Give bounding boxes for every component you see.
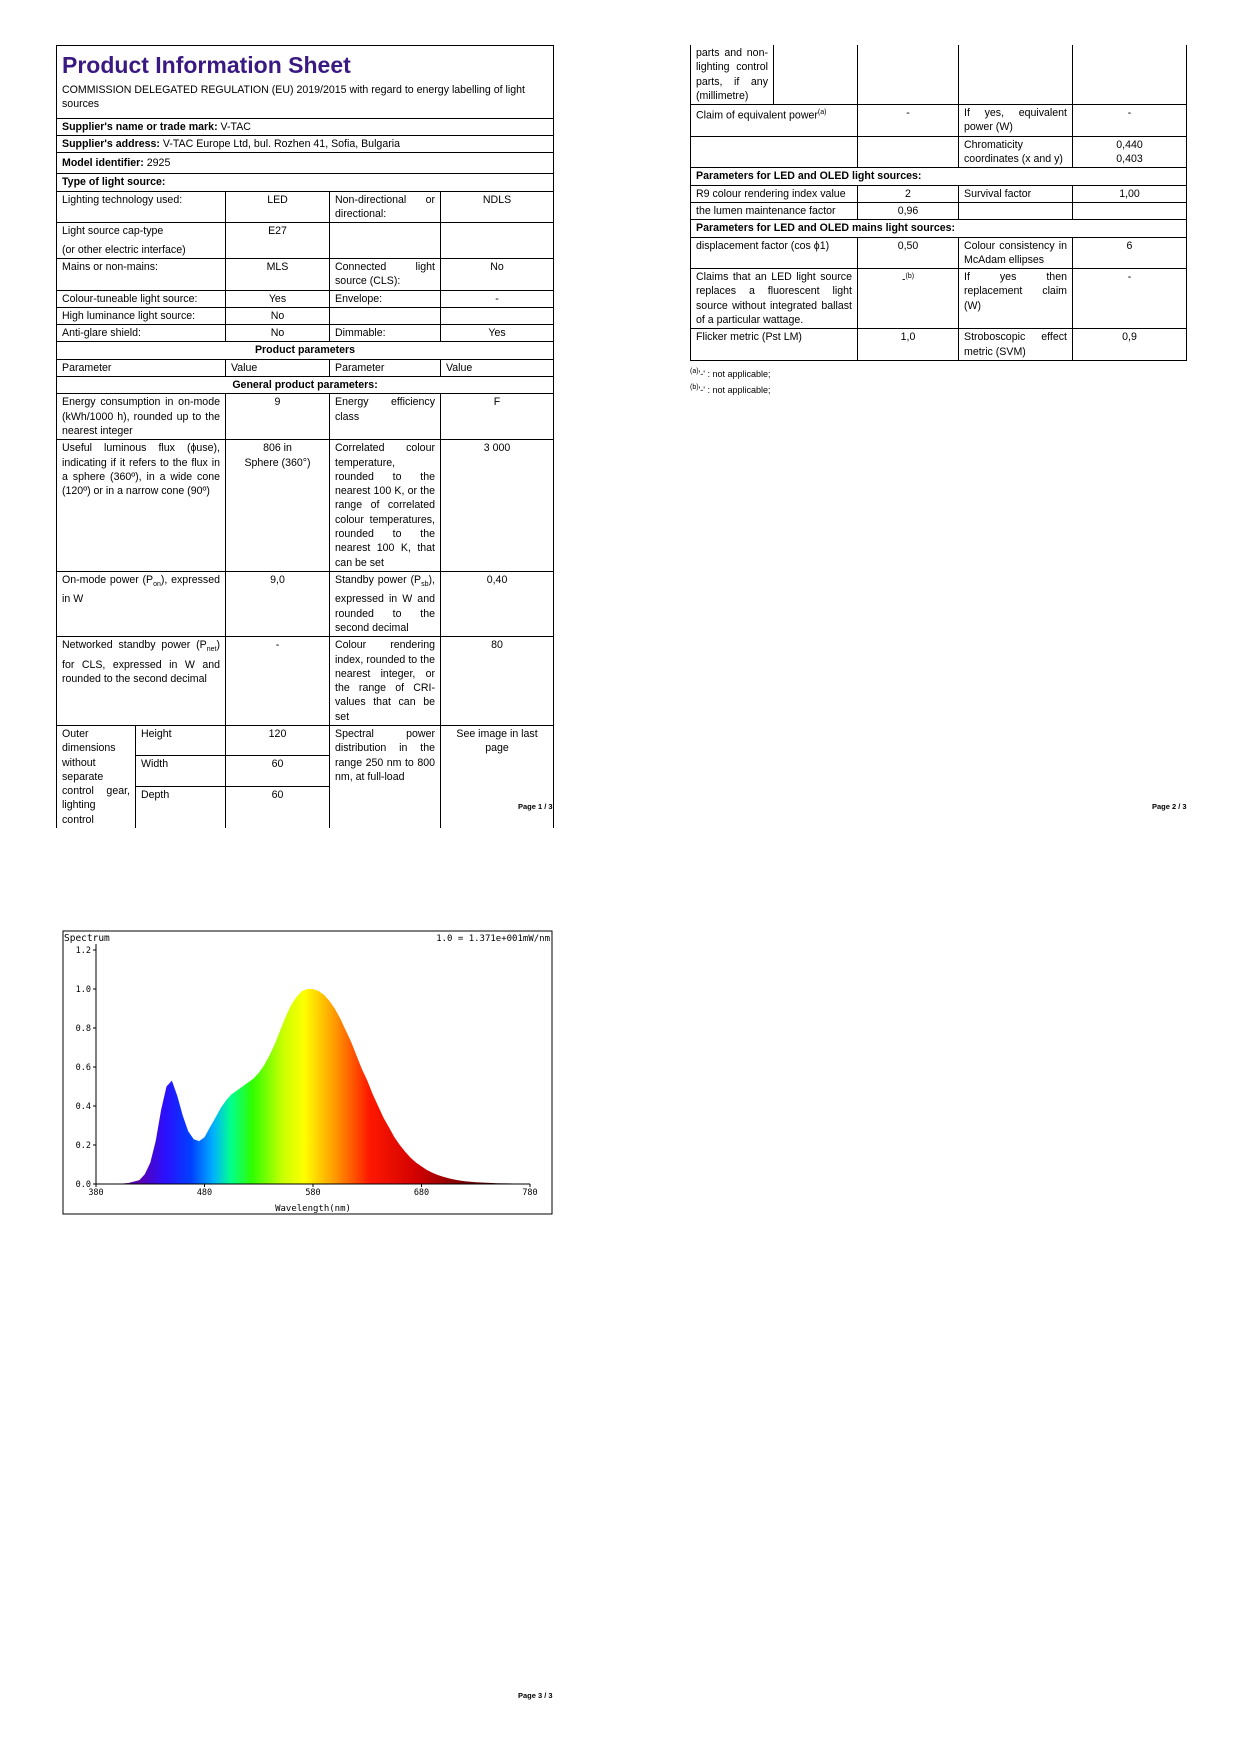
width-value: 60 bbox=[226, 756, 330, 786]
chart-scale-note: 1.0 = 1.371e+001mW/nm bbox=[436, 934, 550, 944]
flicker-label: Flicker metric (Pst LM) bbox=[691, 329, 858, 361]
energy-class-value: F bbox=[441, 394, 554, 440]
envelope-label: Envelope: bbox=[330, 290, 441, 307]
lighting-tech-label: Lighting technology used: bbox=[57, 191, 226, 223]
supplier-name-row: Supplier's name or trade mark: V-TAC bbox=[57, 118, 554, 135]
col-value-1: Value bbox=[226, 359, 330, 376]
general-params-heading: General product parameters: bbox=[57, 377, 554, 394]
survival-label: Survival factor bbox=[959, 185, 1073, 202]
on-mode-power-value: 9,0 bbox=[226, 571, 330, 636]
col-parameter-2: Parameter bbox=[330, 359, 441, 376]
fluorescent-claim-label: Claims that an LED light source replaces a fluorescent light source without integrated ballast of a particular wattage. bbox=[691, 269, 858, 329]
anti-glare-value: No bbox=[226, 325, 330, 342]
luminous-flux-value: 806 in Sphere (360°) bbox=[226, 440, 330, 572]
y-tick-label: 0.2 bbox=[75, 1141, 91, 1151]
y-tick-label: 0.0 bbox=[75, 1180, 91, 1190]
networked-standby-value: - bbox=[226, 637, 330, 726]
flicker-value: 1,0 bbox=[858, 329, 959, 361]
dimmable-value: Yes bbox=[441, 325, 554, 342]
colour-tuneable-label: Colour-tuneable light source: bbox=[57, 290, 226, 307]
spd-label: Spectral power distribution in the range 250 nm to 800 nm, at full-load bbox=[330, 725, 441, 828]
r9-label: R9 colour rendering index value bbox=[691, 185, 858, 202]
r9-value: 2 bbox=[858, 185, 959, 202]
energy-consumption-value: 9 bbox=[226, 394, 330, 440]
page-title: Product Information Sheet bbox=[62, 52, 351, 78]
cri-label: Colour rendering index, rounded to the nearest integer, or the range of CRI-values that can be set bbox=[330, 637, 441, 726]
height-value: 120 bbox=[226, 725, 330, 755]
y-tick-label: 0.6 bbox=[75, 1063, 91, 1073]
plot-area bbox=[76, 944, 538, 1198]
col-value-2: Value bbox=[441, 359, 554, 376]
anti-glare-label: Anti-glare shield: bbox=[57, 325, 226, 342]
standby-power-label: Standby power $(P_{sb})$, expressed in W and rounded to the second decimal bbox=[330, 571, 441, 636]
equiv-power-value: - bbox=[1073, 105, 1187, 137]
energy-consumption-label: Energy consumption in on-mode (kWh/1000 h), rounded up to the nearest integer bbox=[57, 394, 226, 440]
displacement-label: displacement factor (cos ϕ1) bbox=[691, 237, 858, 269]
spd-value: See image in last page bbox=[441, 725, 554, 828]
footnote-b: $^{(b)}$'-' : not applicable; bbox=[690, 383, 771, 395]
y-tick-label: 1.0 bbox=[75, 985, 91, 995]
cap-type-value: E27 bbox=[226, 223, 330, 259]
spectrum-chart bbox=[56, 925, 556, 1220]
cri-value: 80 bbox=[441, 637, 554, 726]
lumen-maint-label: the lumen maintenance factor bbox=[691, 202, 858, 219]
cct-label: Correlated colour temperature, rounded to the nearest 100 K, or the range of correlated colour temperatures, rounded to the nearest 100 K, that can be set bbox=[330, 440, 441, 572]
supplier-address-row: Supplier's address: V-TAC Europe Ltd, bul. Rozhen 41, Sofia, Bulgaria bbox=[57, 135, 554, 152]
colour-consistency-label: Colour consistency in McAdam ellipses bbox=[959, 237, 1073, 269]
outer-dim-label: Outer dimensions without separate control gear, lighting control bbox=[57, 725, 136, 828]
equiv-power-claim-label: Claim of equivalent power$^{(a)}$ bbox=[691, 105, 858, 137]
dimmable-label: Dimmable: bbox=[330, 325, 441, 342]
networked-standby-label: Networked standby power $(P_{net})$ for CLS, expressed in W and rounded to the second decimal bbox=[57, 637, 226, 726]
page-2 bbox=[690, 45, 1187, 397]
connected-label: Connected light source (CLS): bbox=[330, 258, 441, 290]
equiv-power-label: If yes, equivalent power (W) bbox=[959, 105, 1073, 137]
lighting-tech-value: LED bbox=[226, 191, 330, 223]
luminous-flux-label: Useful luminous flux (ϕuse), indicating if it refers to the flux in a sphere (360º), in a wide cone (120º) or in a narrow cone (90º) bbox=[57, 440, 226, 572]
width-label: Width bbox=[136, 756, 226, 786]
cct-value: 3 000 bbox=[441, 440, 554, 572]
non-directional-value: NDLS bbox=[441, 191, 554, 223]
displacement-value: 0,50 bbox=[858, 237, 959, 269]
chromaticity-label: Chromaticity coordinates (x and y) bbox=[959, 136, 1073, 168]
high-luminance-value: No bbox=[226, 307, 330, 324]
spectrum-area bbox=[96, 989, 530, 1184]
chromaticity-value: 0,440 0,403 bbox=[1073, 136, 1187, 168]
mains-label: Mains or non-mains: bbox=[57, 258, 226, 290]
height-label: Height bbox=[136, 725, 226, 755]
y-tick-label: 0.8 bbox=[75, 1024, 91, 1034]
high-luminance-label: High luminance light source: bbox=[57, 307, 226, 324]
x-tick-label: 380 bbox=[88, 1188, 104, 1198]
standby-power-value: 0,40 bbox=[441, 571, 554, 636]
depth-label: Depth bbox=[136, 786, 226, 828]
lumen-maint-value: 0,96 bbox=[858, 202, 959, 219]
x-tick-label: 480 bbox=[196, 1188, 213, 1198]
footnote-a: $^{(a)}$'-' : not applicable; bbox=[690, 367, 771, 379]
non-directional-label: Non-directional or directional: bbox=[330, 191, 441, 223]
product-info-table-page1 bbox=[56, 45, 554, 828]
fluorescent-claim-value: -$^{(b)}$ bbox=[858, 269, 959, 329]
equiv-power-claim-value: - bbox=[858, 105, 959, 137]
survival-value: 1,00 bbox=[1073, 185, 1187, 202]
colour-consistency-value: 6 bbox=[1073, 237, 1187, 269]
x-axis-label: Wavelength(nm) bbox=[275, 1204, 351, 1214]
replacement-label: If yes then replacement claim (W) bbox=[959, 269, 1073, 329]
model-identifier-row: Model identifier: 2925 bbox=[57, 153, 554, 174]
page-number-2: Page 2 / 3 bbox=[1152, 802, 1187, 811]
x-tick-label: 780 bbox=[522, 1188, 538, 1198]
product-info-table-page2 bbox=[690, 45, 1187, 361]
envelope-value: - bbox=[441, 290, 554, 307]
mains-value: MLS bbox=[226, 258, 330, 290]
y-tick-label: 1.2 bbox=[75, 946, 91, 956]
stroboscopic-value: 0,9 bbox=[1073, 329, 1187, 361]
page-number-3: Page 3 / 3 bbox=[518, 1691, 553, 1700]
chart-title: Spectrum bbox=[64, 933, 110, 944]
y-tick-label: 0.4 bbox=[75, 1102, 91, 1112]
energy-class-label: Energy efficiency class bbox=[330, 394, 441, 440]
led-oled-heading: Parameters for LED and OLED light sources: bbox=[691, 168, 1187, 185]
regulation-text: COMMISSION DELEGATED REGULATION (EU) 2019/2015 with regard to energy labelling of light sources bbox=[62, 84, 525, 111]
col-parameter-1: Parameter bbox=[57, 359, 226, 376]
page-number-1: Page 1 / 3 bbox=[518, 802, 553, 811]
cap-type-label: Light source cap-type (or other electric interface) bbox=[57, 223, 226, 259]
type-heading: Type of light source: bbox=[57, 174, 554, 191]
connected-value: No bbox=[441, 258, 554, 290]
product-params-heading: Product parameters bbox=[57, 342, 554, 359]
page-1 bbox=[56, 45, 554, 828]
led-oled-mains-heading: Parameters for LED and OLED mains light sources: bbox=[691, 220, 1187, 237]
x-tick-label: 580 bbox=[305, 1188, 321, 1198]
on-mode-power-label: On-mode power $(P_{on})$, expressed in W bbox=[57, 571, 226, 636]
x-tick-label: 680 bbox=[413, 1188, 430, 1198]
colour-tuneable-value: Yes bbox=[226, 290, 330, 307]
replacement-value: - bbox=[1073, 269, 1187, 329]
outer-dim-continued-label: parts and non-lighting control parts, if any (millimetre) bbox=[691, 45, 774, 105]
stroboscopic-label: Stroboscopic effect metric (SVM) bbox=[959, 329, 1073, 361]
depth-value: 60 bbox=[226, 786, 330, 828]
